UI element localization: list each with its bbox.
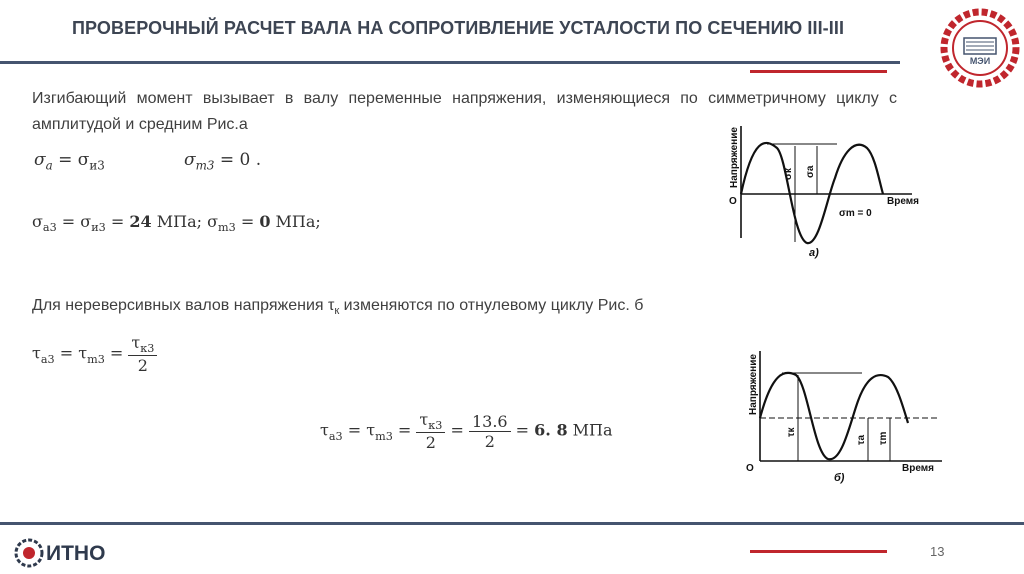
formula-sigma-a: $\sigma_a = \sigma_{и3}$ [34, 150, 105, 173]
fig-b-xlabel: Время [902, 463, 934, 474]
fig-a-caption: а) [809, 247, 819, 259]
footer-divider [0, 522, 1024, 525]
fig-b-caption: б) [834, 472, 845, 484]
formula-sigma-m: $\sigma_{m3} = 0$ . [184, 150, 262, 173]
fig-b-tau-a: τа [856, 434, 867, 445]
page-title: ПРОВЕРОЧНЫЙ РАСЧЕТ ВАЛА НА СОПРОТИВЛЕНИЕ УСТАЛОСТИ ПО СЕЧЕНИЮ III-III [72, 18, 845, 38]
paragraph-nonreversing: Для нереверсивных валов напряжения $\tau_к$ изменяются по отнулевому циклу Рис. б [32, 297, 644, 318]
fig-b-ylabel: Напряжение [748, 354, 759, 415]
page-number: 13 [930, 544, 945, 559]
footer-accent-line [750, 550, 887, 553]
mei-logo-text: МЭИ [969, 56, 991, 66]
fig-a-sigma-k: σк [783, 168, 794, 180]
figure-symmetric-cycle [727, 118, 922, 268]
fig-a-ylabel: Напряжение [729, 127, 740, 188]
fig-b-origin: О [746, 463, 754, 474]
fig-a-origin: О [729, 196, 737, 207]
formula-tau-fraction: $\tau_{a3} = \tau_{m3}$ = $\frac{\tau_{к3}}{2}$ [32, 333, 157, 375]
fig-a-xlabel: Время [887, 196, 919, 207]
formula-sigma-values: $\sigma_{a3} = \sigma_{и3} = 24$ МПа; $\sigma_{m3} = 0$ МПа; [32, 212, 321, 235]
mei-logo [940, 8, 1020, 93]
figure-pulsating-cycle [742, 343, 942, 496]
fig-b-tau-k: τк [786, 427, 797, 437]
itno-logo-icon [14, 538, 44, 573]
fig-b-tau-m: τm [878, 431, 889, 445]
header-divider [0, 61, 900, 64]
paragraph-symmetric-cycle: Изгибающий момент вызывает в валу переменные напряжения, изменяющиеся по симметричному циклу с амплитудой и средним Рис.а [32, 90, 897, 133]
header-accent-line [750, 70, 887, 73]
fig-a-sigma-a: σа [805, 165, 816, 178]
itno-logo-text: ИТНО [46, 542, 106, 565]
fig-a-sigma-m: σm = 0 [839, 208, 872, 219]
formula-tau-result: $\tau_{a3} = \tau_{m3}$ = $\frac{\tau_{к3}}{2}$ = $\frac{13.6}{2}$ = 6. 8 МПа [320, 410, 613, 453]
